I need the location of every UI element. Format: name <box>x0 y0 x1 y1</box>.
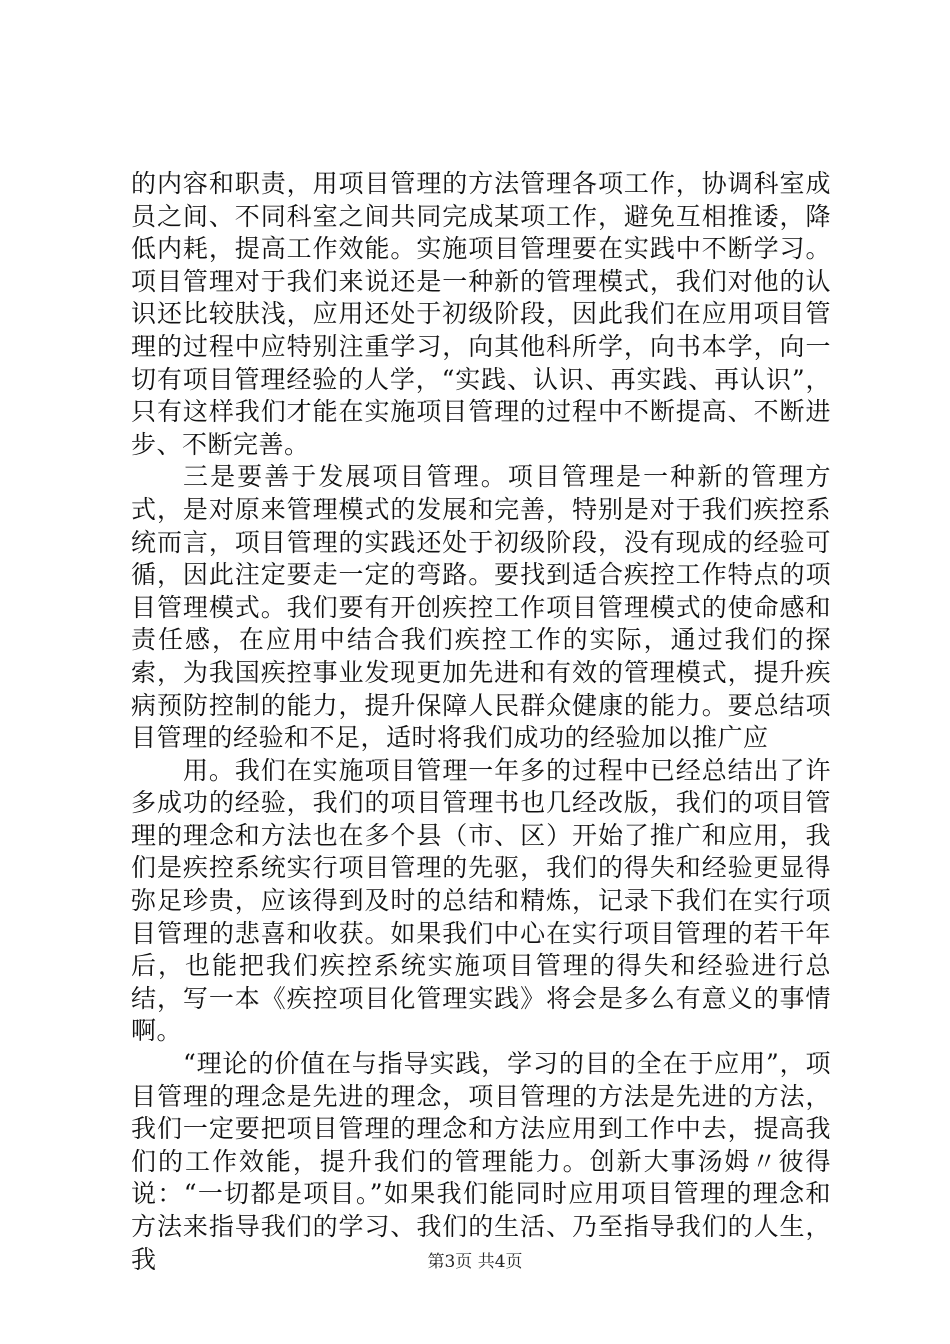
paragraph-4: “理论的价值在与指导实践，学习的目的全在于应用”，项目管理的理念是先进的理念，项目管理的方法是先进的方法，我们一定要把项目管理的理念和方法应用到工作中去，提高我们的工作效能，提升我们的管理能力。创新大事汤姆〃彼得说：“一切都是项目。”如果我们能同时应用项目管理的理念和方法来指导我们的学习、我们的生活、乃至指导我们的人生，我 <box>131 1049 831 1274</box>
paragraph-2: 三是要善于发展项目管理。项目管理是一种新的管理方式，是对原来管理模式的发展和完善，特别是对于我们疾控系统而言，项目管理的实践还处于初级阶段，没有现成的经验可循，因此注定要走一定的弯路。要找到适合疾控工作特点的项目管理模式。我们要有开创疾控工作项目管理模式的使命感和责任感，在应用中结合我们疾控工作的实际，通过我们的探索，为我国疾控事业发现更加先进和有效的管理模式，提升疾病预防控制的能力，提升保障人民群众健康的能力。要总结项目管理的经验和不足，适时将我们成功的经验加以推广应 <box>131 462 831 753</box>
page-number-label: 第3页 共4页 <box>427 1252 523 1272</box>
paragraph-3: 用。我们在实施项目管理一年多的过程中已经总结出了许多成功的经验，我们的项目管理书也几经改版，我们的项目管理的理念和方法也在多个县（市、区）开始了推广和应用，我们是疾控系统实行项目管理的先驱，我们的得失和经验更显得弥足珍贵，应该得到及时的总结和精炼，记录下我们在实行项目管理的悲喜和收获。如果我们中心在实行项目管理的若干年后，也能把我们疾控系统实施项目管理的得失和经验进行总结，写一本《疾控项目化管理实践》将会是多么有意义的事情啊。 <box>131 755 831 1046</box>
document-body <box>131 168 831 1276</box>
paragraph-1: 的内容和职责，用项目管理的方法管理各项工作，协调科室成员之间、不同科室之间共同完成某项工作，避免互相推诿，降低内耗，提高工作效能。实施项目管理要在实践中不断学习。项目管理对于我们来说还是一种新的管理模式，我们对他的认识还比较肤浅，应用还处于初级阶段，因此我们在应用项目管理的过程中应特别注重学习，向其他科所学，向书本学，向一切有项目管理经验的人学，“实践、认识、再实践、再认识”，只有这样我们才能在实施项目管理的过程中不断提高、不断进步、不断完善。 <box>131 169 831 459</box>
page-footer <box>0 1251 950 1273</box>
